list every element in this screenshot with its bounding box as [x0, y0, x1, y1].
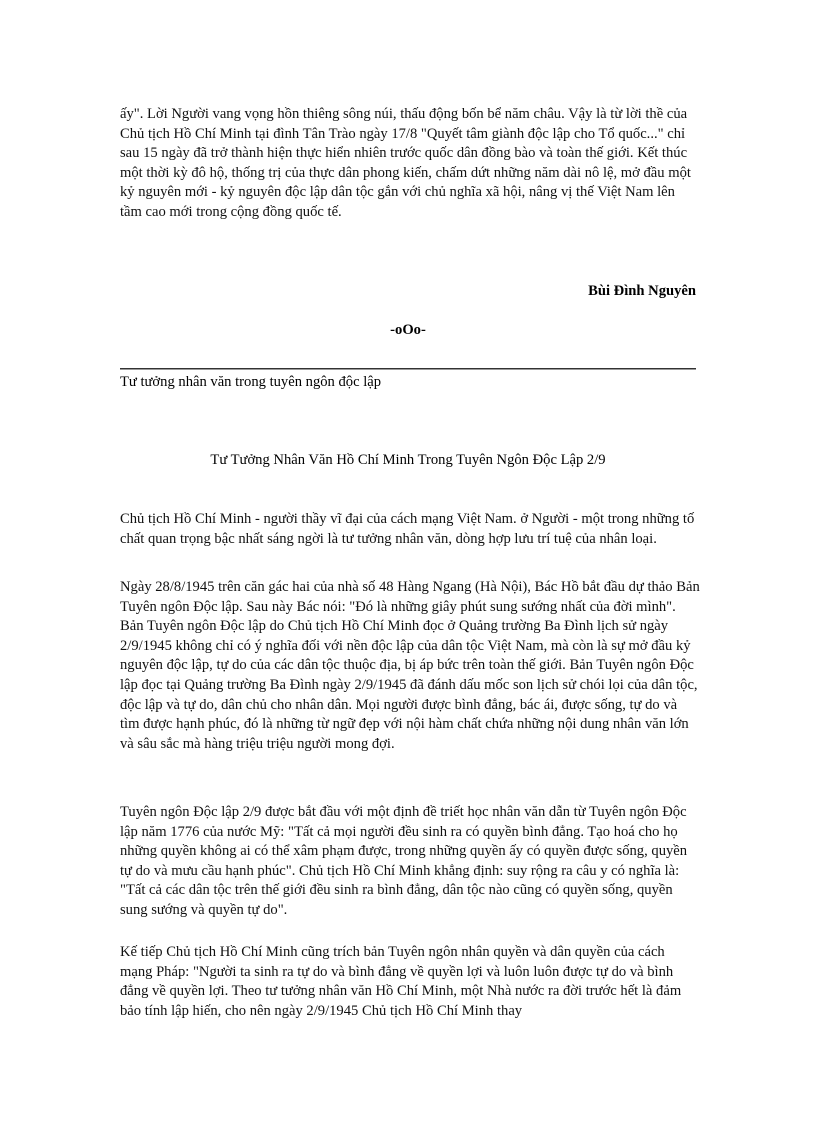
paragraph-text: Ngày 28/8/1945 trên căn gác hai của nhà số 48 Hàng Ngang (Hà Nội), Bác Hồ bắt đầu dự thảo Bản Tuyên ngôn Độc lập. Sau này Bác nói: "Đó là những giây phút sung sướng nhất của đời mình". Bản Tuyên ngôn Độc lập do Chủ tịch Hồ Chí Minh đọc ở Quảng trường Ba Đình lịch sử ngày 2/9/1945 không chỉ có ý nghĩa đối với nền độc lập của dân tộc Việt Nam, mà còn là sự mở đầu kỷ nguyên độc lập, tự do của các dân tộc thuộc địa, bị áp bức trên toàn thế giới. Bản Tuyên ngôn Độc lập đọc tại Quảng trường Ba Đình ngày 2/9/1945 đã đánh dấu mốc son lịch sử chói lọi của dân tộc, độc lập và tự do, dân chủ cho nhân dân. Mọi người được bình đẳng, bác ái, được sống, tự do và tìm được hạnh phúc, đó là những từ ngữ đẹp với nội hàm chất chứa những nội dung nhân văn lớn và sâu sắc mà hàng triệu triệu người mong đợi.	[120, 579, 700, 752]
paragraph-text: Kế tiếp Chủ tịch Hồ Chí Minh cũng trích bản Tuyên ngôn nhân quyền và dân quyền của cách mạng Pháp: "Người ta sinh ra tự do và bình đẳng về quyền lợi và luôn luôn được tự do và bình đẳng về quyền lợi. Theo tư tưởng nhân văn Hồ Chí Minh, một Nhà nước ra đời trước hết là đảm bảo tính lập hiến, cho nên ngày 2/9/1945 Chủ tịch Hồ Chí Minh thay	[120, 944, 682, 1019]
subject-line: Tư tưởng nhân văn trong tuyên ngôn độc lập	[120, 374, 382, 390]
author-signature: Bùi Đình Nguyên	[588, 283, 696, 299]
paragraph-text: Tuyên ngôn Độc lập 2/9 được bắt đầu với một định đề triết học nhân văn dẫn từ Tuyên ngôn Độc lập năm 1776 của nước Mỹ: "Tất cả mọi người đều sinh ra có quyền bình đẳng. Tạo hoá cho họ những quyền không ai có thể xâm phạm được, trong những quyền ấy có quyền được sống, quyền tự do và mưu cầu hạnh phúc". Chủ tịch Hồ Chí Minh khẳng định: suy rộng ra câu y có nghĩa là: "Tất cả các dân tộc trên thế giới đều sinh ra bình đẳng, dân tộc nào cũng có quyền sống, quyền sung sướng và quyền tự do".	[120, 804, 688, 918]
horizontal-rule	[120, 368, 696, 370]
intro-paragraph	[120, 105, 700, 223]
body-paragraph	[120, 943, 700, 1021]
section-separator: -oOo-	[390, 322, 426, 338]
body-paragraph	[120, 578, 700, 754]
article-title: Tư Tưởng Nhân Văn Hồ Chí Minh Trong Tuyên Ngôn Độc Lập 2/9	[210, 452, 606, 468]
body-paragraph	[120, 803, 700, 921]
intro-paragraph-text: ấy". Lời Người vang vọng hồn thiêng sông núi, thấu động bốn bể năm châu. Vậy là từ lời thề của Chủ tịch Hồ Chí Minh tại đình Tân Trào ngày 17/8 "Quyết tâm giành độc lập cho Tổ quốc..." chỉ sau 15 ngày đã trở thành hiện thực hiển nhiên trước quốc dân đồng bào và toàn thế giới. Kết thúc một thời kỳ đô hộ, thống trị của thực dân phong kiến, chấm dứt những năm dài nô lệ, mở đầu một kỷ nguyên mới - kỷ nguyên độc lập dân tộc gắn với chủ nghĩa xã hội, nâng vị thế Việt Nam lên tầm cao mới trong cộng đồng quốc tế.	[120, 106, 691, 220]
paragraph-text: Chủ tịch Hồ Chí Minh - người thầy vĩ đại của cách mạng Việt Nam. ở Người - một trong những tố chất quan trọng bậc nhất sáng ngời là tư tưởng nhân văn, dòng hợp lưu trí tuệ của nhân loại.	[120, 511, 695, 547]
body-paragraph	[120, 510, 700, 549]
